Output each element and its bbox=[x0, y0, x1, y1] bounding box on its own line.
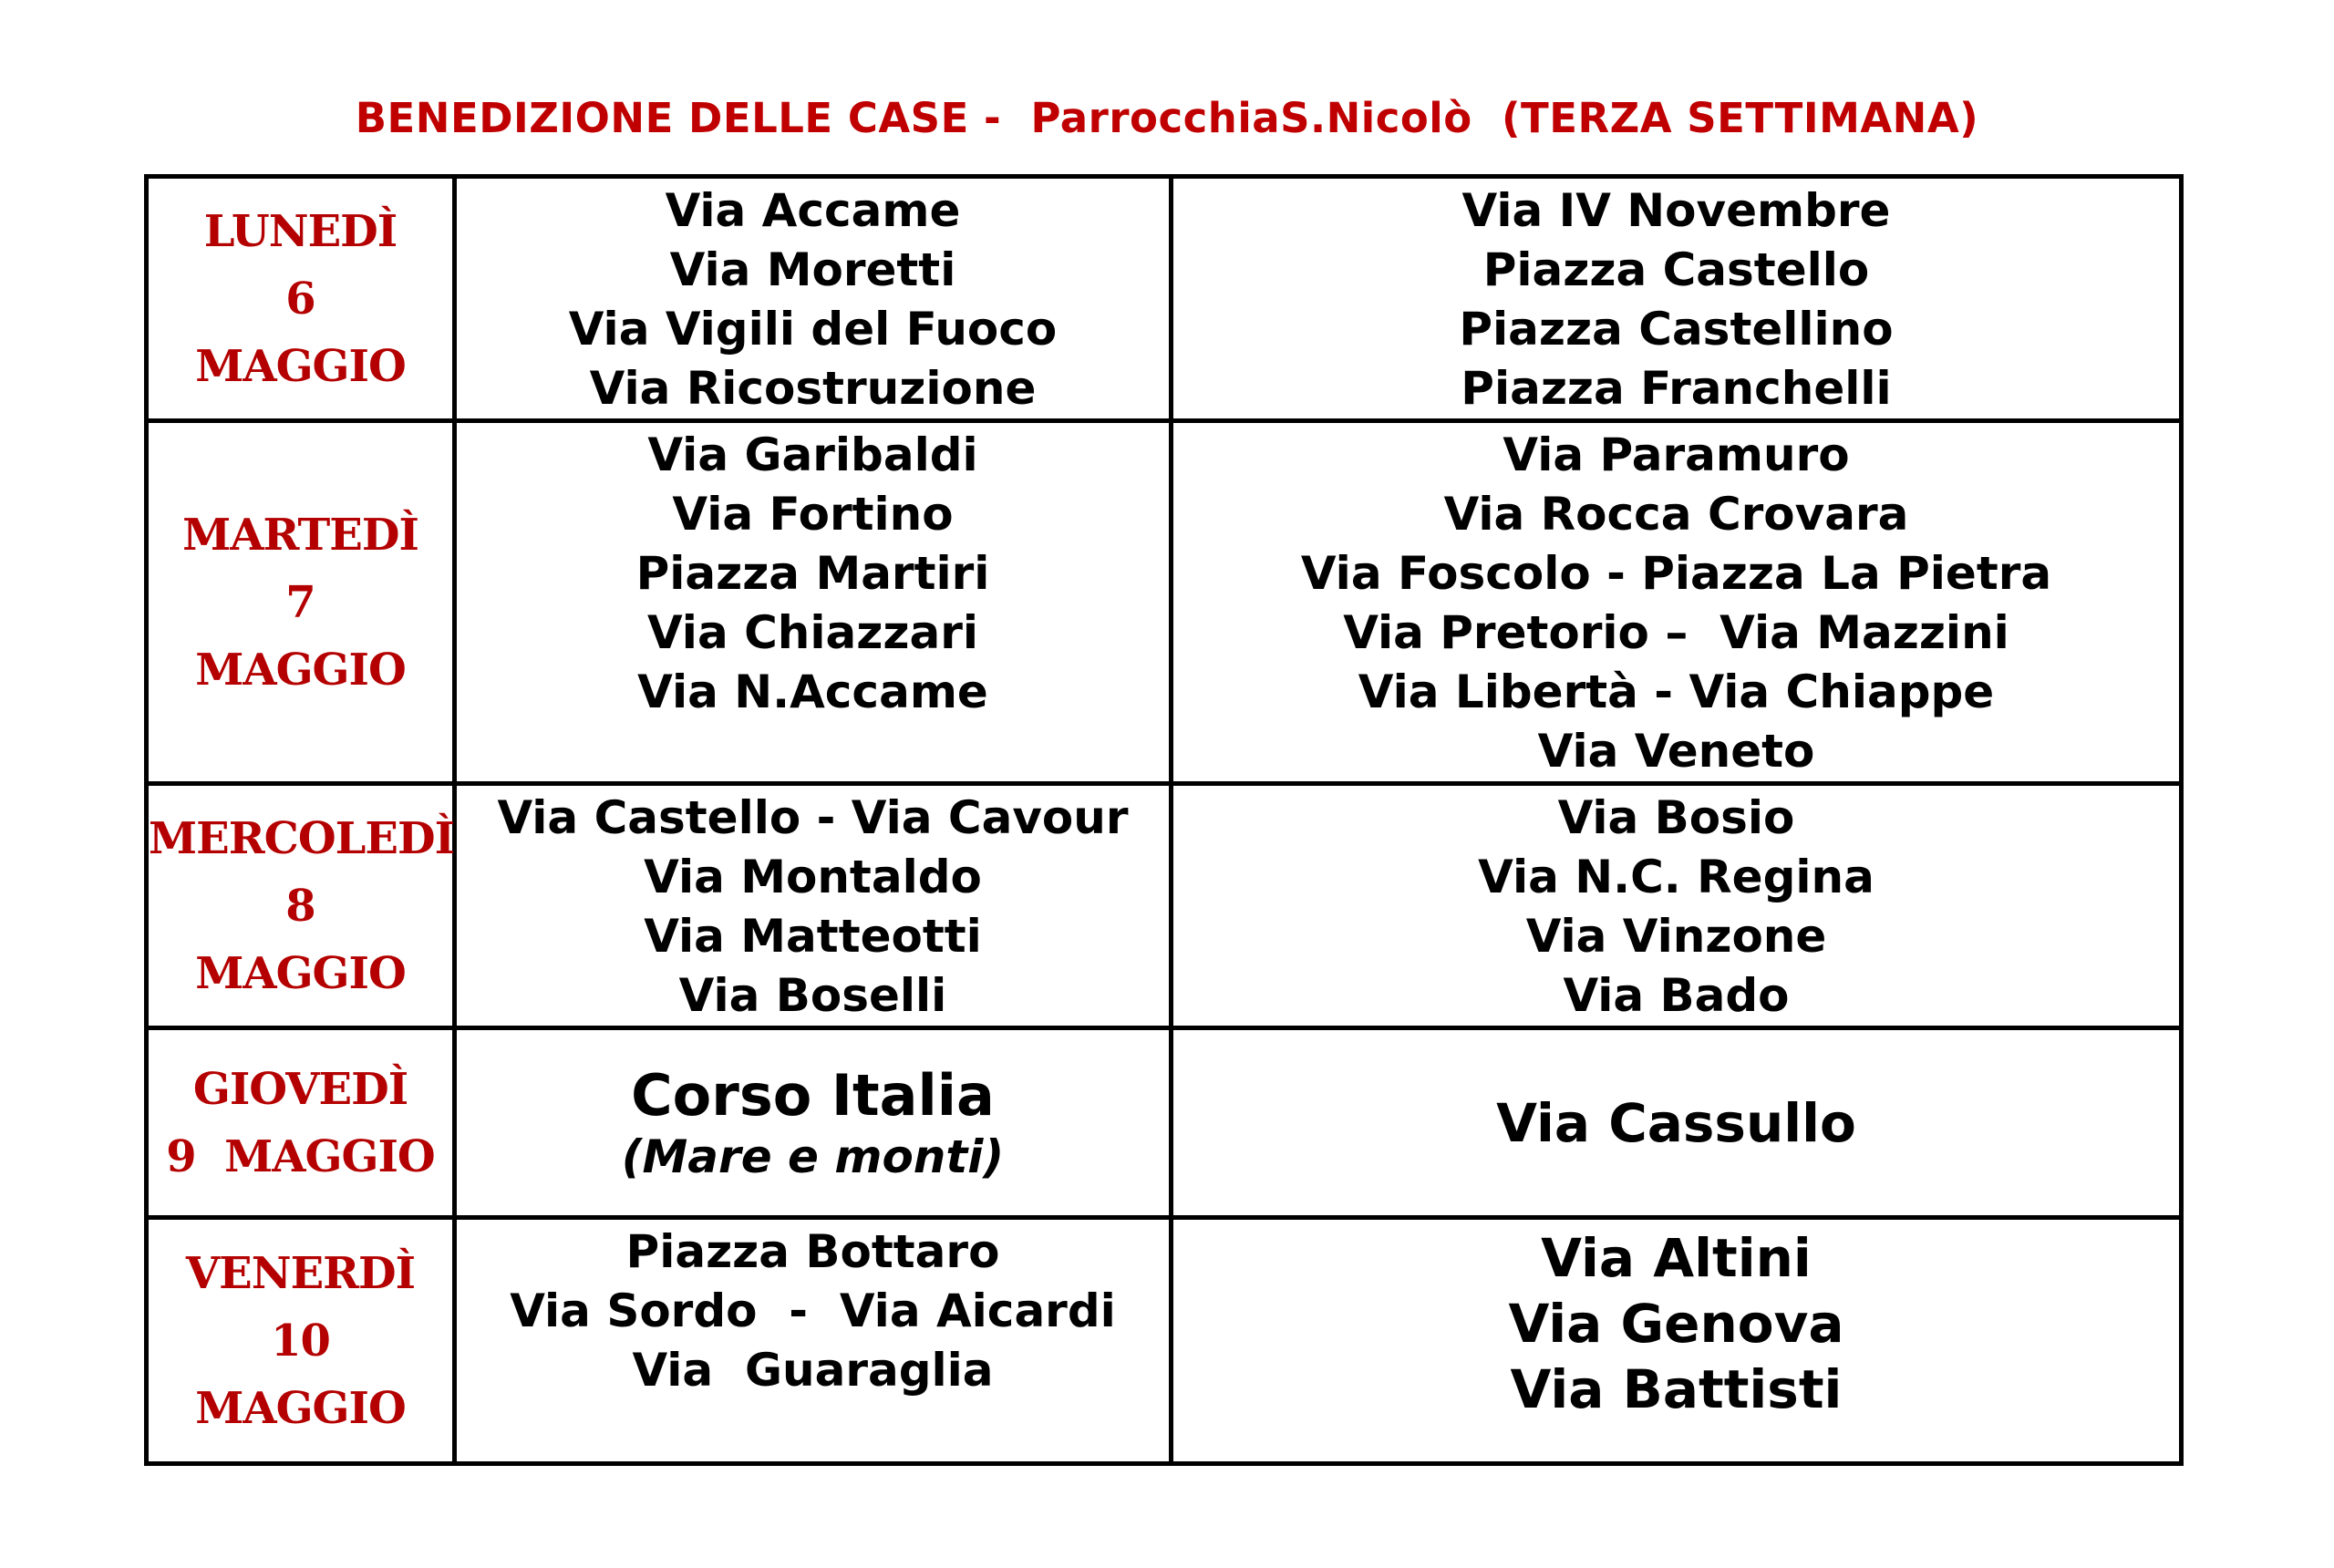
street: Corso Italia bbox=[631, 1061, 995, 1129]
day-month: MAGGIO bbox=[195, 340, 406, 392]
day-month: MAGGIO bbox=[195, 1382, 406, 1434]
street: Piazza Bottaro bbox=[625, 1225, 1000, 1278]
street: Piazza Martiri bbox=[635, 547, 990, 600]
streets-cell bbox=[1172, 784, 2182, 1028]
day-cell bbox=[147, 1028, 455, 1218]
street: Via Fortino bbox=[672, 488, 954, 541]
day-number: 7 bbox=[285, 576, 315, 628]
street: Piazza Castello bbox=[1482, 243, 1870, 296]
street: Via Paramuro bbox=[1503, 428, 1850, 481]
day-number: 10 bbox=[271, 1315, 330, 1367]
street: Via Ricostruzione bbox=[589, 362, 1037, 415]
streets-cell bbox=[455, 1028, 1172, 1218]
day-cell bbox=[147, 784, 455, 1028]
day-cell bbox=[147, 1218, 455, 1464]
table-row bbox=[147, 421, 2182, 784]
streets-cell bbox=[455, 1218, 1172, 1464]
day-cell bbox=[147, 421, 455, 784]
street: Via Garibaldi bbox=[647, 428, 978, 481]
day-cell bbox=[147, 177, 455, 421]
streets-cell bbox=[1172, 177, 2182, 421]
street: Via Montaldo bbox=[644, 851, 982, 903]
day-number: 6 bbox=[285, 273, 315, 325]
street-note: (Mare e monti) bbox=[621, 1130, 1005, 1183]
street: Via Guaraglia bbox=[632, 1344, 994, 1397]
schedule-table bbox=[144, 174, 2184, 1466]
table-row bbox=[147, 1218, 2182, 1464]
street: Via N.Accame bbox=[637, 665, 988, 718]
street: Via Pretorio – Via Mazzini bbox=[1343, 606, 2009, 659]
street: Piazza Franchelli bbox=[1461, 362, 1892, 415]
street: Via IV Novembre bbox=[1461, 184, 1891, 237]
street: Via Bado bbox=[1563, 969, 1790, 1022]
street: Via Moretti bbox=[669, 243, 956, 296]
day-number: 8 bbox=[285, 880, 315, 932]
streets-cell bbox=[455, 421, 1172, 784]
street: Via Accame bbox=[665, 184, 961, 237]
table-row bbox=[147, 1028, 2182, 1218]
page-title: BENEDIZIONE DELLE CASE - ParrocchiaS.Nicolò (TERZA SETTIMANA) bbox=[355, 94, 1979, 142]
street: Via Foscolo - Piazza La Pietra bbox=[1300, 547, 2052, 600]
street: Via Rocca Crovara bbox=[1443, 488, 1909, 541]
day-month: MAGGIO bbox=[195, 947, 406, 999]
table-row bbox=[147, 177, 2182, 421]
streets-cell bbox=[1172, 1028, 2182, 1218]
street: Via Vinzone bbox=[1525, 910, 1827, 963]
street: Via Bosio bbox=[1557, 791, 1795, 844]
day-month: MAGGIO bbox=[195, 644, 406, 696]
street: Via Chiazzari bbox=[646, 606, 978, 659]
street: Via Castello - Via Cavour bbox=[497, 791, 1129, 844]
street: Via Altini bbox=[1541, 1227, 1812, 1289]
street: Via Boselli bbox=[678, 969, 947, 1022]
streets-cell bbox=[455, 177, 1172, 421]
street: Via Battisti bbox=[1510, 1358, 1843, 1420]
street: Via N.C. Regina bbox=[1478, 851, 1874, 903]
street: Piazza Castellino bbox=[1459, 303, 1894, 356]
day-name: MERCOLEDÌ bbox=[149, 812, 455, 864]
street: Via Libertà - Via Chiappe bbox=[1358, 665, 1995, 718]
street: Via Sordo - Via Aicardi bbox=[510, 1284, 1116, 1337]
street: Via Cassullo bbox=[1496, 1091, 1856, 1154]
day-name: MARTEDÌ bbox=[182, 509, 418, 561]
streets-cell bbox=[455, 784, 1172, 1028]
table-row bbox=[147, 784, 2182, 1028]
street: Via Veneto bbox=[1537, 725, 1815, 778]
street: Via Matteotti bbox=[644, 910, 982, 963]
streets-cell bbox=[1172, 1218, 2182, 1464]
street: Via Vigili del Fuoco bbox=[568, 303, 1058, 356]
day-name: VENERDÌ bbox=[185, 1247, 416, 1299]
day-name: GIOVEDÌ bbox=[192, 1063, 408, 1115]
day-name: LUNEDÌ bbox=[203, 205, 398, 257]
streets-cell bbox=[1172, 421, 2182, 784]
street: Via Genova bbox=[1508, 1293, 1844, 1355]
day-date: 9 MAGGIO bbox=[166, 1130, 435, 1182]
